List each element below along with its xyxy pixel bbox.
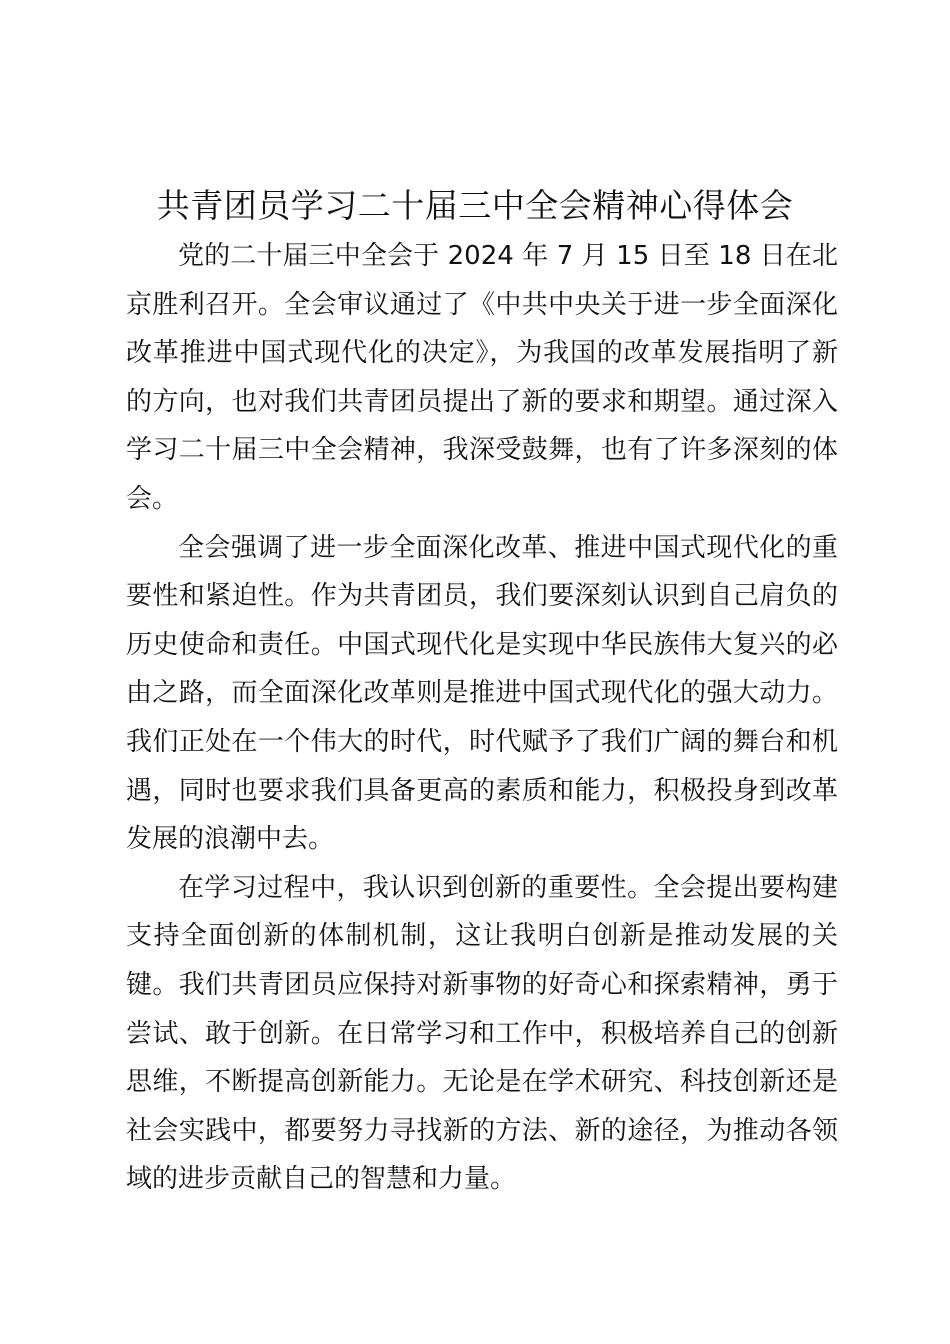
paragraph-3: 在学习过程中，我认识到创新的重要性。全会提出要构建支持全面创新的体制机制，这让我明白创新是推动发展的关键。我们共青团员应保持对新事物的好奇心和探索精神，勇于尝试、敢于创新。在日常学习和工作中，积极培养自己的创新思维，不断提高创新能力。无论是在学术研究、科技创新还是社会实践中，都要努力寻找新的方法、新的途径，为推动各领域的进步贡献自己的智慧和力量。 [126,872,838,1195]
paragraph-1: 党的二十届三中全会于 2024 年 7 月 15 日至 18 日在北京胜利召开。全会审议通过了《中共中央关于进一步全面深化改革推进中国式现代化的决定》，为我国的改革发展指明了新的方向，也对我们共青团员提出了新的要求和期望。通过深入学习二十届三中全会精神，我深受鼓舞，也有了许多深刻的体会。 [126,241,838,514]
document-title: 共青团员学习二十届三中全会精神心得体会 [156,186,794,225]
document-body [126,232,838,1204]
paragraph-2: 全会强调了进一步全面深化改革、推进中国式现代化的重要性和紧迫性。作为共青团员，我们要深刻认识到自己肩负的历史使命和责任。中国式现代化是实现中华民族伟大复兴的必由之路，而全面深化改革则是推进中国式现代化的强大动力。我们正处在一个伟大的时代，时代赋予了我们广阔的舞台和机遇，同时也要求我们具备更高的素质和能力，积极投身到改革发展的浪潮中去。 [126,532,838,855]
